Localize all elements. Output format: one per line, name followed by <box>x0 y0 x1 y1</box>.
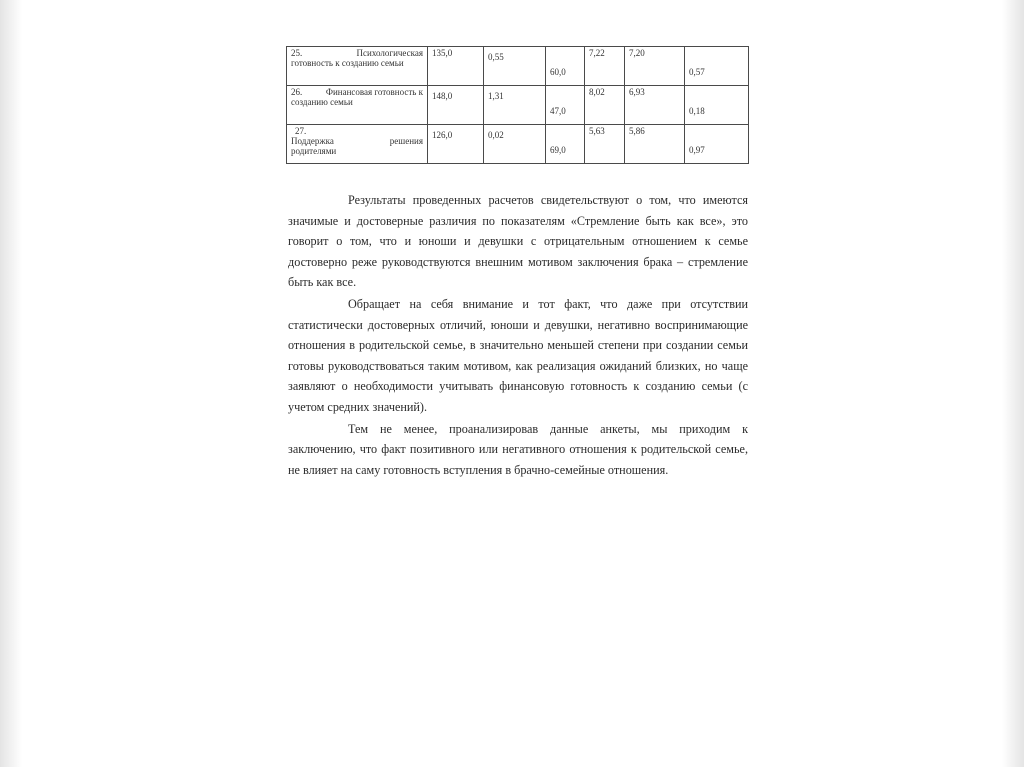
cell-value: 7,20 <box>629 48 645 58</box>
cell-value: 5,86 <box>629 126 645 136</box>
cell-value: 6,93 <box>629 87 645 97</box>
table-cell <box>685 125 749 164</box>
cell-value: 5,63 <box>589 126 605 136</box>
page-shadow-left <box>0 0 22 767</box>
row-number: 26. <box>291 87 303 97</box>
row-name-part: решения <box>389 136 423 146</box>
page-shadow-right <box>1002 0 1024 767</box>
table-cell <box>685 47 749 86</box>
row-name-part: родителями <box>291 146 337 156</box>
results-table <box>286 46 749 164</box>
row-name-cell <box>287 125 428 164</box>
table-row <box>287 47 749 86</box>
body-text <box>288 190 748 481</box>
row-number: 25. <box>291 48 303 58</box>
cell-value: 69,0 <box>550 145 566 155</box>
cell-value: 60,0 <box>550 67 566 77</box>
table-cell <box>685 86 749 125</box>
cell-value: 8,02 <box>589 87 605 97</box>
table-row <box>287 86 749 125</box>
cell-value: 47,0 <box>550 106 566 116</box>
table-cell <box>484 86 546 125</box>
row-name-part: Психологическая <box>356 48 423 58</box>
row-name-part: Финансовая готовность к <box>325 87 423 97</box>
table-cell <box>625 125 685 164</box>
row-name-part: Поддержка <box>291 136 334 146</box>
table-cell <box>428 47 484 86</box>
paragraph: Тем не менее, проанализировав данные анкеты, мы приходим к заключению, что факт позитивного или негативного отношения к родительской семье, не влияет на саму готовность вступления в брачно-семейные отношения. <box>288 421 748 477</box>
paragraph: Результаты проведенных расчетов свидетельствуют о том, что имеются значимые и достоверные различия по показателям «Стремление быть как все», это говорит о том, что и юноши и девушки с отрицательным отношением к семье достоверно реже руководствуются внешним мотивом заключения брака – стремление быть как все. <box>288 193 748 290</box>
cell-value: 0,97 <box>689 145 705 155</box>
table-cell <box>546 125 585 164</box>
row-number: 27. <box>295 126 307 136</box>
row-name-part: готовность к созданию семьи <box>291 58 404 68</box>
cell-value: 1,31 <box>488 91 504 101</box>
cell-value: 135,0 <box>432 48 453 58</box>
cell-value: 0,02 <box>488 130 504 140</box>
table-cell <box>546 47 585 86</box>
table-cell <box>428 125 484 164</box>
cell-value: 7,22 <box>589 48 605 58</box>
table-cell <box>484 47 546 86</box>
cell-value: 0,57 <box>689 67 705 77</box>
table-cell <box>585 86 625 125</box>
row-name-cell <box>287 86 428 125</box>
table-row <box>287 125 749 164</box>
table-cell <box>428 86 484 125</box>
table-cell <box>625 86 685 125</box>
table-cell <box>585 47 625 86</box>
table-cell <box>484 125 546 164</box>
cell-value: 148,0 <box>432 91 453 101</box>
row-name-part: созданию семьи <box>291 97 353 107</box>
cell-value: 0,55 <box>488 52 504 62</box>
row-name-cell <box>287 47 428 86</box>
paragraph: Обращает на себя внимание и тот факт, что даже при отсутствии статистически достоверных отличий, юноши и девушки, негативно воспринимающие отношения в родительской семье, в значительно меньшей степени при создании семьи готовы руководствоваться таким мотивом, как реализация ожиданий близких, но чаще заявляют о необходимости учитывать финансовую готовность к созданию семьи (с учетом средних значений). <box>288 296 748 414</box>
table-cell <box>546 86 585 125</box>
table-cell <box>585 125 625 164</box>
cell-value: 0,18 <box>689 106 705 116</box>
table-cell <box>625 47 685 86</box>
cell-value: 126,0 <box>432 130 453 140</box>
